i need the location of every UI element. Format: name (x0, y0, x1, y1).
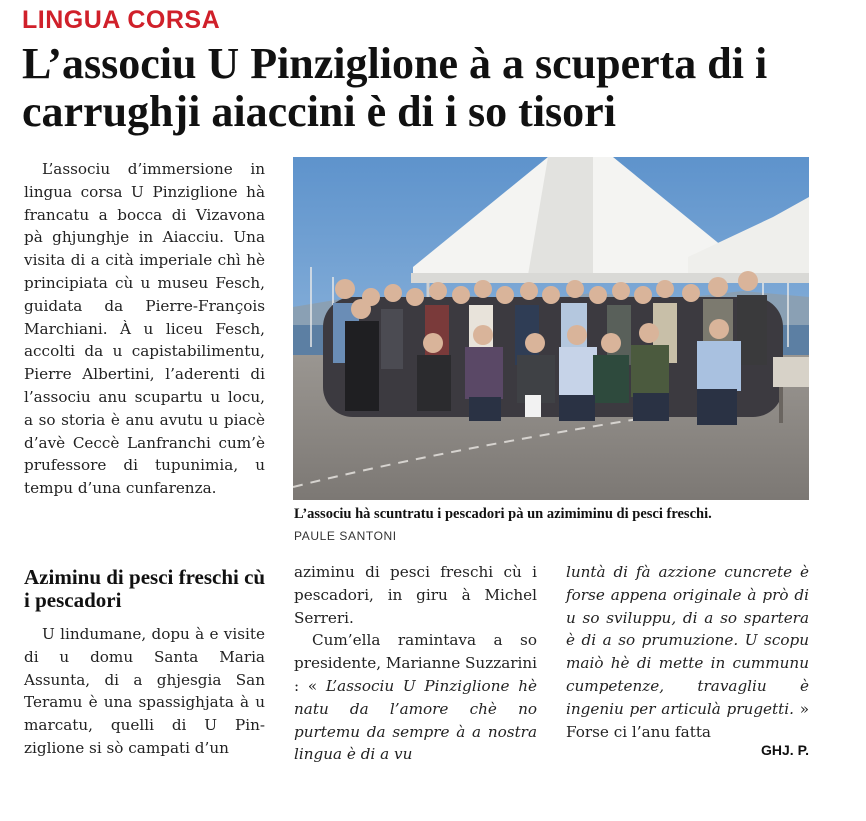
article-subheading: Aziminu di pesci freschi cù i pescadori (24, 565, 266, 612)
quote-outro: » Forse ci l’anu fatta (566, 699, 809, 741)
body-column-2 (294, 561, 537, 766)
quote-text: L’associu U Pinziglione hè natu da l’amore chè no purtemu da sempre à a nostra lingua è di a vu (294, 676, 537, 764)
photo-caption: L’associu hà scuntratu i pescadori pà un azimiminu di pesci freschi. (294, 506, 712, 522)
photo-credit: PAULE SANTONI (294, 529, 397, 543)
body-column-1b (24, 623, 265, 760)
body-paragraph-quote-continued (566, 561, 809, 743)
article-photo (293, 157, 809, 500)
group-photo-illustration (293, 157, 809, 500)
body-column-1 (24, 158, 265, 500)
body-paragraph: L’associu d’immersione in lingua corsa U Pinziglione hà francatu a bocca di Vizavona pà ghjunghje in Aiacciu. Una visita di a cità imperiale chì hè principiata cù u museu Fesch, guidata da Pierre-François Marchiani. À u liceu Fesch, accolti da u capistabilimentu, Pierre Albertini, l’aderenti di l’associu anu scupartu u locu, a so storia è anu avutu u piacè d’avè Ceccè Lanfranchi cum’è prufessore di tupunimia, u tempu d’una cunfarenza. (24, 160, 265, 498)
body-column-3 (566, 561, 809, 743)
body-paragraph: U lindumane, dopu à e visite di u domu Santa Maria Assunta, di a ghjesgia San Teramu è una spassighjata à u marcatu, quelli di U Pinziglione si sò campati d’un (24, 625, 265, 757)
body-paragraph-quote (294, 629, 537, 766)
author-signature: GHJ. P. (761, 742, 809, 758)
section-label: LINGUA CORSA (22, 6, 221, 34)
quote-text: luntà di fà azzione cuncrete è forse appena originale à prò di u so sviluppu, di a so spartera è di a so prumuzione. U scopu maiò hè di mette in cummunu cumpetenze, travagliu è ingeniu per articulà prugetti. (566, 563, 809, 718)
body-paragraph: aziminu di pesci freschi cù i pescadori, in giru à Michel Serreri. (294, 563, 537, 627)
article-headline: L’associu U Pinziglione à a scuperta di i carrughji aiaccini è di i so tisori (22, 39, 768, 136)
quote-intro: Cum’ella ramintava a so presidente, Marianne Suzzarini : « (294, 631, 538, 695)
